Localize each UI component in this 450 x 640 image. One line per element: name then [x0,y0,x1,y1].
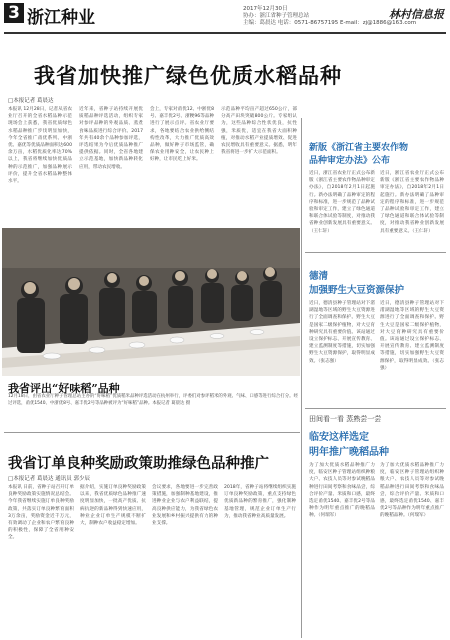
sidebar2-column-1: 近日，德清县种子管理站对下渚湖湿地等区域的野生大豆资源进行了全面调查和保护。野生大豆是国家二级保护植物，对大豆育种研究具有重要价值。该站通过设立保护标志、开展宣传教育、建立监测制度等措施，切实加强野生大豆资源保护，取得明显成效。（张志强） [309,301,375,364]
article2-column-2: 据介绍，实施订单良种奖励政策以来，我省优质绿色品种推广速度明显加快，一批高产优质、抗病抗逆的新品种得到快速应用，种业企业订单生产规模不断扩大，制种农户收益稳定增加。 [80,485,146,527]
photo-caption-title: 我省评出“好味稻”品种 [8,382,120,395]
issue-date: 2017年12月30日 [243,6,288,12]
edition-title: 浙江种业 [27,8,95,28]
sidebar-divider-1 [305,252,446,253]
lead-byline: □本报记者 葛晨达 [8,98,54,104]
sidebar-divider [301,118,302,638]
article2-column-3: 会议要求，各地要进一步完善政策措施，加强制种基地建设，推进种业企业与农户利益联结，提高良种供应能力，为我省绿色农业发展和乡村振兴提供有力的种业支撑。 [152,485,218,527]
sidebar3-kicker: 田间看一看 蒸熟尝一尝 [309,415,382,423]
sidebar2-title-line1: 德清 [309,271,329,282]
coeditor: 协办：浙江省种子管理总站 [243,13,310,19]
photo-caption-text: 12月18日，由省农业厅种子管理总站主办的“好味稻”优质稻米品种评选活动在杭州举行，评委们对参评稻米的外观、气味、口感等进行综合打分。经过评选，甬优1540、中浙优8号、嘉丰优2号等品种被评为“好味稻”品种。本报记者 葛晨达 摄 [8,394,298,406]
article2-column-4: 2018年，省种子站将继续组织实施订单良种奖励政策，重点支持绿色优质新品种的繁育推广，强化制种基地管理，规范企业订单生产行为，推动我省种业高质量发展。 [224,485,296,519]
sidebar3-column-2: 为了加大优质水稻品种推广力度，临安区种子管理站组织种粮大户、农技人员等对参试晚稻品种进行田间考察和食味品尝，综合评价产量、米质和口感，最终选定甬优1540、嘉丰优2号等品种作为明年重点推广的晚稻品种。（何瑞军） [380,463,444,519]
page-number: 3 [4,3,24,23]
lead-column-4: 示范品种平均亩产超过650公斤，部分高产田块突破800公斤。专家组认为，这些品种综合性状优良，抗性强，米质优，适宜在我省大面积种植，对推动水稻产业提质增效、促进农民增收具有重要意义。据悉，明年我省将进一步扩大示范面积。 [221,107,297,156]
article2-headline: 我省订单良种奖励政策助推绿色品种推广 [8,455,269,472]
news-photo [2,228,300,376]
sidebar-divider-2 [305,408,446,409]
section-divider [4,432,300,433]
sidebar2-title-line2: 加强野生大豆资源保护 [309,285,405,296]
editor-contact: 主编：葛晨达 电话：0571-86757195 E-mail：zj@1886@163.com [243,20,417,26]
sidebar1-column-2: 近日，浙江省农业厅正式公布新版《浙江省主要农作物品种审定办法》，自2018年2月1日起施行。新办法明确了品种审定的程序和标准，进一步规范了品种试验和审定工作，建立了绿色通道和联合体试验等制度，对推动我省种业创新发展具有重要意义。（王仁轩） [380,171,444,234]
header-rule [4,32,446,34]
newspaper-logo: 林村信息报 [389,8,444,21]
lead-headline: 我省加快推广绿色优质水稻品种 [34,63,342,88]
sidebar3-title-line1: 临安这样选定 [309,432,369,443]
lead-column-2: 近年来，省种子站持续开展优质稻品种评选活动，组织专家对参评品种的外观品质、蒸煮食味品质进行综合评价。2017年共有40余个品种参加评选，评选结果为今后优质品种推广提供依据。同时，全省各地建立示范基地，加快新品种转化应用，带动农民增收。 [79,107,143,170]
article2-byline: □本报记者 葛晨达 通讯员 郭少辰 [8,476,90,482]
sidebar1-title-line2: 品种审定办法》公布 [309,156,391,166]
sidebar1-column-1: 近日，浙江省农业厅正式公布新版《浙江省主要农作物品种审定办法》，自2018年2月1日起施行。新办法明确了品种审定的程序和标准，进一步规范了品种试验和审定工作，建立了绿色通道和联合体试验等制度，对推动我省种业创新发展具有重要意义。（王仁轩） [309,171,375,234]
article2-column-1: 本报讯 日前，省种子站召开订单良种奖励政策实施情况总结会。今年我省继续实施订单良种奖励政策，共落实订单良种繁育面积3万余亩，奖励资金近千万元，有效调动了企业和农户繁育良种的积极性，保障了全省用种安全。 [8,485,74,541]
lead-column-1: 本报讯 12月28日，记者从省农业厅召开的全省水稻品种示范现场会上获悉，我省优质绿色水稻品种推广步伐明显加快，今年全省推广甬优系列、中浙优、嘉优等优质品种面积达600余万亩，水稻优质化率达70%以上，我省将继续加快优质品种的示范推广，加强品种展示评价，提升全省水稻品种整体水平。 [8,107,72,185]
sidebar3-title-line2: 明年推广晚稻品种 [309,447,389,458]
sidebar2-column-2: 近日，德清县种子管理站对下渚湖湿地等区域的野生大豆资源进行了全面调查和保护。野生大豆是国家二级保护植物，对大豆育种研究具有重要价值。该站通过设立保护标志、开展宣传教育、建立监测制度等措施，切实加强野生大豆资源保护，取得明显成效。（张志强） [380,301,444,371]
sidebar1-title-line1: 新版《浙江省主要农作物 [309,143,409,153]
lead-column-3: 会上，专家对甬优12、中浙优8号、嘉丰优2号、浙粳96等品种进行了展示点评。省农业厅要求，各地要结合农业供给侧结构性改革，大力推广优质高效品种，做好种子市场监管，确保农业用种安全，让农民种上好种，让市民吃上好米。 [150,107,214,163]
sidebar3-column-1: 为了加大优质水稻品种推广力度，临安区种子管理站组织种粮大户、农技人员等对参试晚稻品种进行田间考察和食味品尝，综合评价产量、米质和口感，最终选定甬优1540、嘉丰优2号等品种作为明年重点推广的晚稻品种。（何瑞军） [309,463,375,519]
